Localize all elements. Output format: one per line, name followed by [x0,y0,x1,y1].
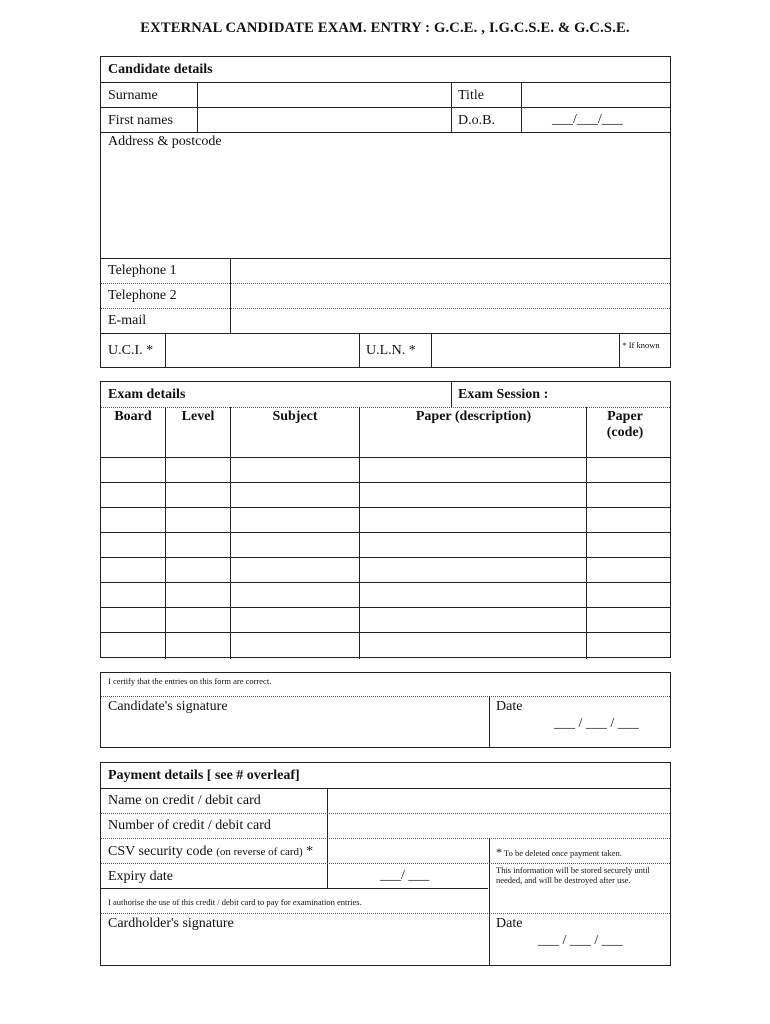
card-name-label: Name on credit / debit card [108,793,261,808]
first-names-field[interactable] [198,108,451,131]
uln-label: U.L.N. * [366,343,416,358]
card-number-field[interactable] [328,814,670,837]
col-subject: Subject [272,409,318,424]
uci-field[interactable] [166,334,359,366]
uln-field[interactable] [432,334,619,366]
deleted-note: * To be deleted once payment taken. [496,845,622,859]
telephone-2-label: Telephone 2 [108,288,177,303]
exam-entry-row[interactable] [101,508,670,532]
surname-field[interactable] [198,83,451,106]
telephone-1-field[interactable] [231,259,670,282]
telephone-1-label: Telephone 1 [108,263,177,278]
declaration-date-label: Date [496,699,523,714]
cardholder-signature-label: Cardholder's signature [108,916,234,931]
card-name-field[interactable] [328,789,670,812]
exam-session-field[interactable] [561,383,669,406]
first-names-label: First names [108,113,173,128]
authorise-statement: I authorise the use of this credit / debit card to pay for examination entries. [108,897,362,907]
address-label: Address & postcode [108,134,222,149]
exam-entry-row[interactable] [101,583,670,607]
candidate-details-section [100,56,671,368]
payment-details-heading: Payment details [ see # overleaf] [108,768,300,783]
payment-date-label: Date [496,916,523,931]
stored-note: This information will be stored securely until needed, and will be destroyed after use. [496,865,650,885]
col-board: Board [114,409,152,424]
address-field[interactable] [101,153,670,257]
form-title: EXTERNAL CANDIDATE EXAM. ENTRY : G.C.E. , I.G.C.S.E. & G.C.S.E. [140,20,630,36]
payment-details-section [100,762,671,966]
exam-entry-row[interactable] [101,558,670,582]
title-field[interactable] [522,83,670,106]
title-label: Title [458,88,484,103]
uci-label: U.C.I. * [108,343,154,358]
col-level: Level [181,409,215,424]
candidate-signature-label: Candidate's signature [108,699,228,714]
col-paper-code: Paper (code) [606,409,644,440]
candidate-details-heading: Candidate details [108,62,213,77]
exam-entry-row[interactable] [101,458,670,482]
exam-entry-row[interactable] [101,608,670,632]
exam-session-label: Exam Session : [458,387,549,402]
if-known-note: * If known [622,340,660,350]
certify-statement: I certify that the entries on this form are correct. [108,676,272,686]
declaration-date-field[interactable]: ___ / ___ / ___ [554,716,639,731]
csv-label: CSV security code (on reverse of card) * [108,844,314,859]
exam-entry-row[interactable] [101,483,670,507]
csv-note: (on reverse of card) [216,846,303,858]
exam-details-section [100,381,671,658]
telephone-2-field[interactable] [231,284,670,307]
cardholder-signature-field[interactable] [101,935,489,965]
expiry-field[interactable]: ___/ ___ [380,868,430,883]
col-paper-description: Paper (description) [415,409,532,424]
card-number-label: Number of credit / debit card [108,818,271,833]
dob-field[interactable]: ___/___/___ [552,112,623,127]
surname-label: Surname [108,88,158,103]
expiry-label: Expiry date [108,869,173,884]
csv-field[interactable] [328,839,489,862]
exam-entry-row[interactable] [101,533,670,557]
exam-details-heading: Exam details [108,387,186,402]
exam-entry-row[interactable] [101,633,670,657]
email-field[interactable] [231,309,670,332]
payment-date-field[interactable]: ___ / ___ / ___ [538,933,623,948]
candidate-signature-field[interactable] [101,717,489,747]
dob-label: D.o.B. [458,113,495,128]
declaration-section [100,672,671,748]
email-label: E-mail [108,313,147,328]
